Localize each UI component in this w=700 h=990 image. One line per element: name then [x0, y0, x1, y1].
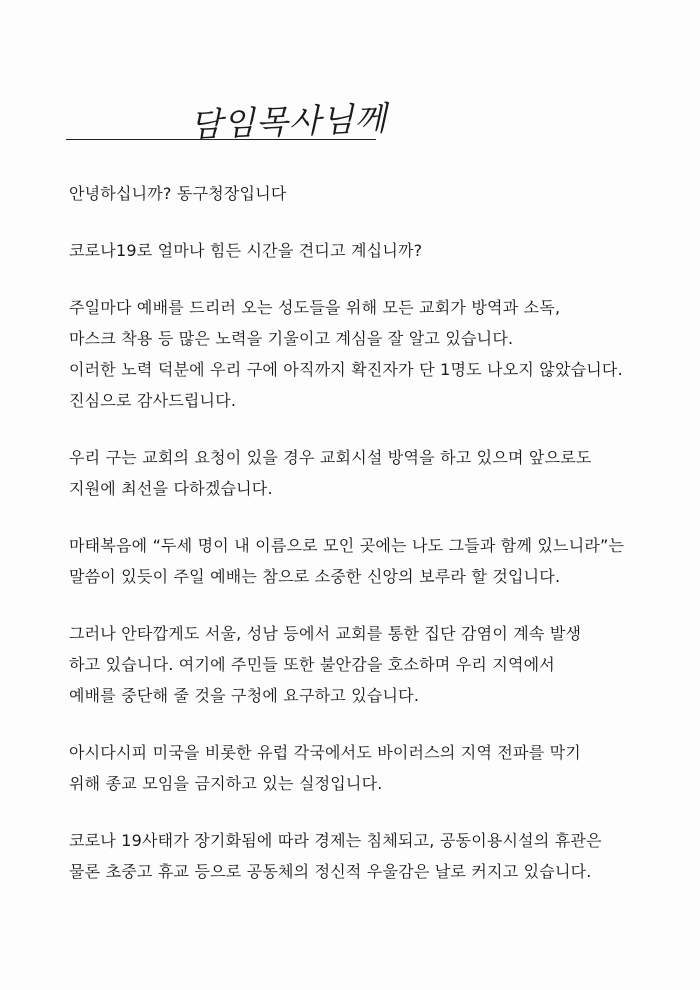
handwritten-salutation: 담임목사님께 — [189, 98, 388, 145]
text-line: 이러한 노력 덕분에 우리 구에 아직까지 확진자가 단 1명도 나오지 않았습니다. — [69, 360, 623, 379]
text-line: 우리 구는 교회의 요청이 있을 경우 교회시설 방역을 하고 있으며 앞으로도 — [69, 448, 592, 467]
text-line: 위해 종교 모임을 금지하고 있는 실정입니다. — [69, 774, 383, 793]
text-line: 예배를 중단해 줄 것을 구청에 요구하고 있습니다. — [69, 686, 420, 705]
text-line: 주일마다 예배를 드리러 오는 성도들을 위해 모든 교회가 방역과 소독, — [69, 298, 561, 317]
text-line: 안녕하십니까? 동구청장입니다 — [69, 184, 287, 203]
salutation-underline — [66, 139, 376, 140]
text-line: 말씀이 있듯이 주일 예배는 참으로 소중한 신앙의 보루라 할 것입니다. — [69, 567, 561, 586]
text-line: 물론 초중고 휴교 등으로 공동체의 정신적 우울감은 날로 커지고 있습니다. — [69, 862, 592, 881]
paragraph-economy — [69, 825, 659, 887]
text-line: 아시다시피 미국을 비롯한 유럽 각국에서도 바이러스의 지역 전파를 막기 — [69, 743, 581, 762]
text-line: 마스크 착용 등 많은 노력을 기울이고 계심을 잘 알고 있습니다. — [69, 329, 514, 348]
text-line: 코로나 19사태가 장기화됨에 따라 경제는 침체되고, 공동이용시설의 휴관은 — [69, 831, 602, 850]
text-line: 하고 있습니다. 여기에 주민들 또한 불안감을 호소하며 우리 지역에서 — [69, 655, 555, 674]
paragraph-international — [69, 737, 659, 799]
text-line: 코로나19로 얼마나 힘든 시간을 견디고 계십니까? — [69, 241, 423, 260]
paragraph-scripture — [69, 530, 659, 592]
paragraph-support — [69, 442, 659, 504]
paragraph-question — [69, 235, 659, 266]
text-line: 진심으로 감사드립니다. — [69, 391, 237, 410]
text-line: 지원에 최선을 다하겠습니다. — [69, 479, 273, 498]
paragraph-gratitude — [69, 292, 659, 416]
text-line: 마태복음에 “두세 명이 내 이름으로 모인 곳에는 나도 그들과 함께 있느니라”는 — [69, 536, 625, 555]
letter-body — [69, 178, 659, 913]
paragraph-outbreak — [69, 618, 659, 711]
paragraph-greeting — [69, 178, 659, 209]
text-line: 그러나 안타깝게도 서울, 성남 등에서 교회를 통한 집단 감염이 계속 발생 — [69, 624, 582, 643]
